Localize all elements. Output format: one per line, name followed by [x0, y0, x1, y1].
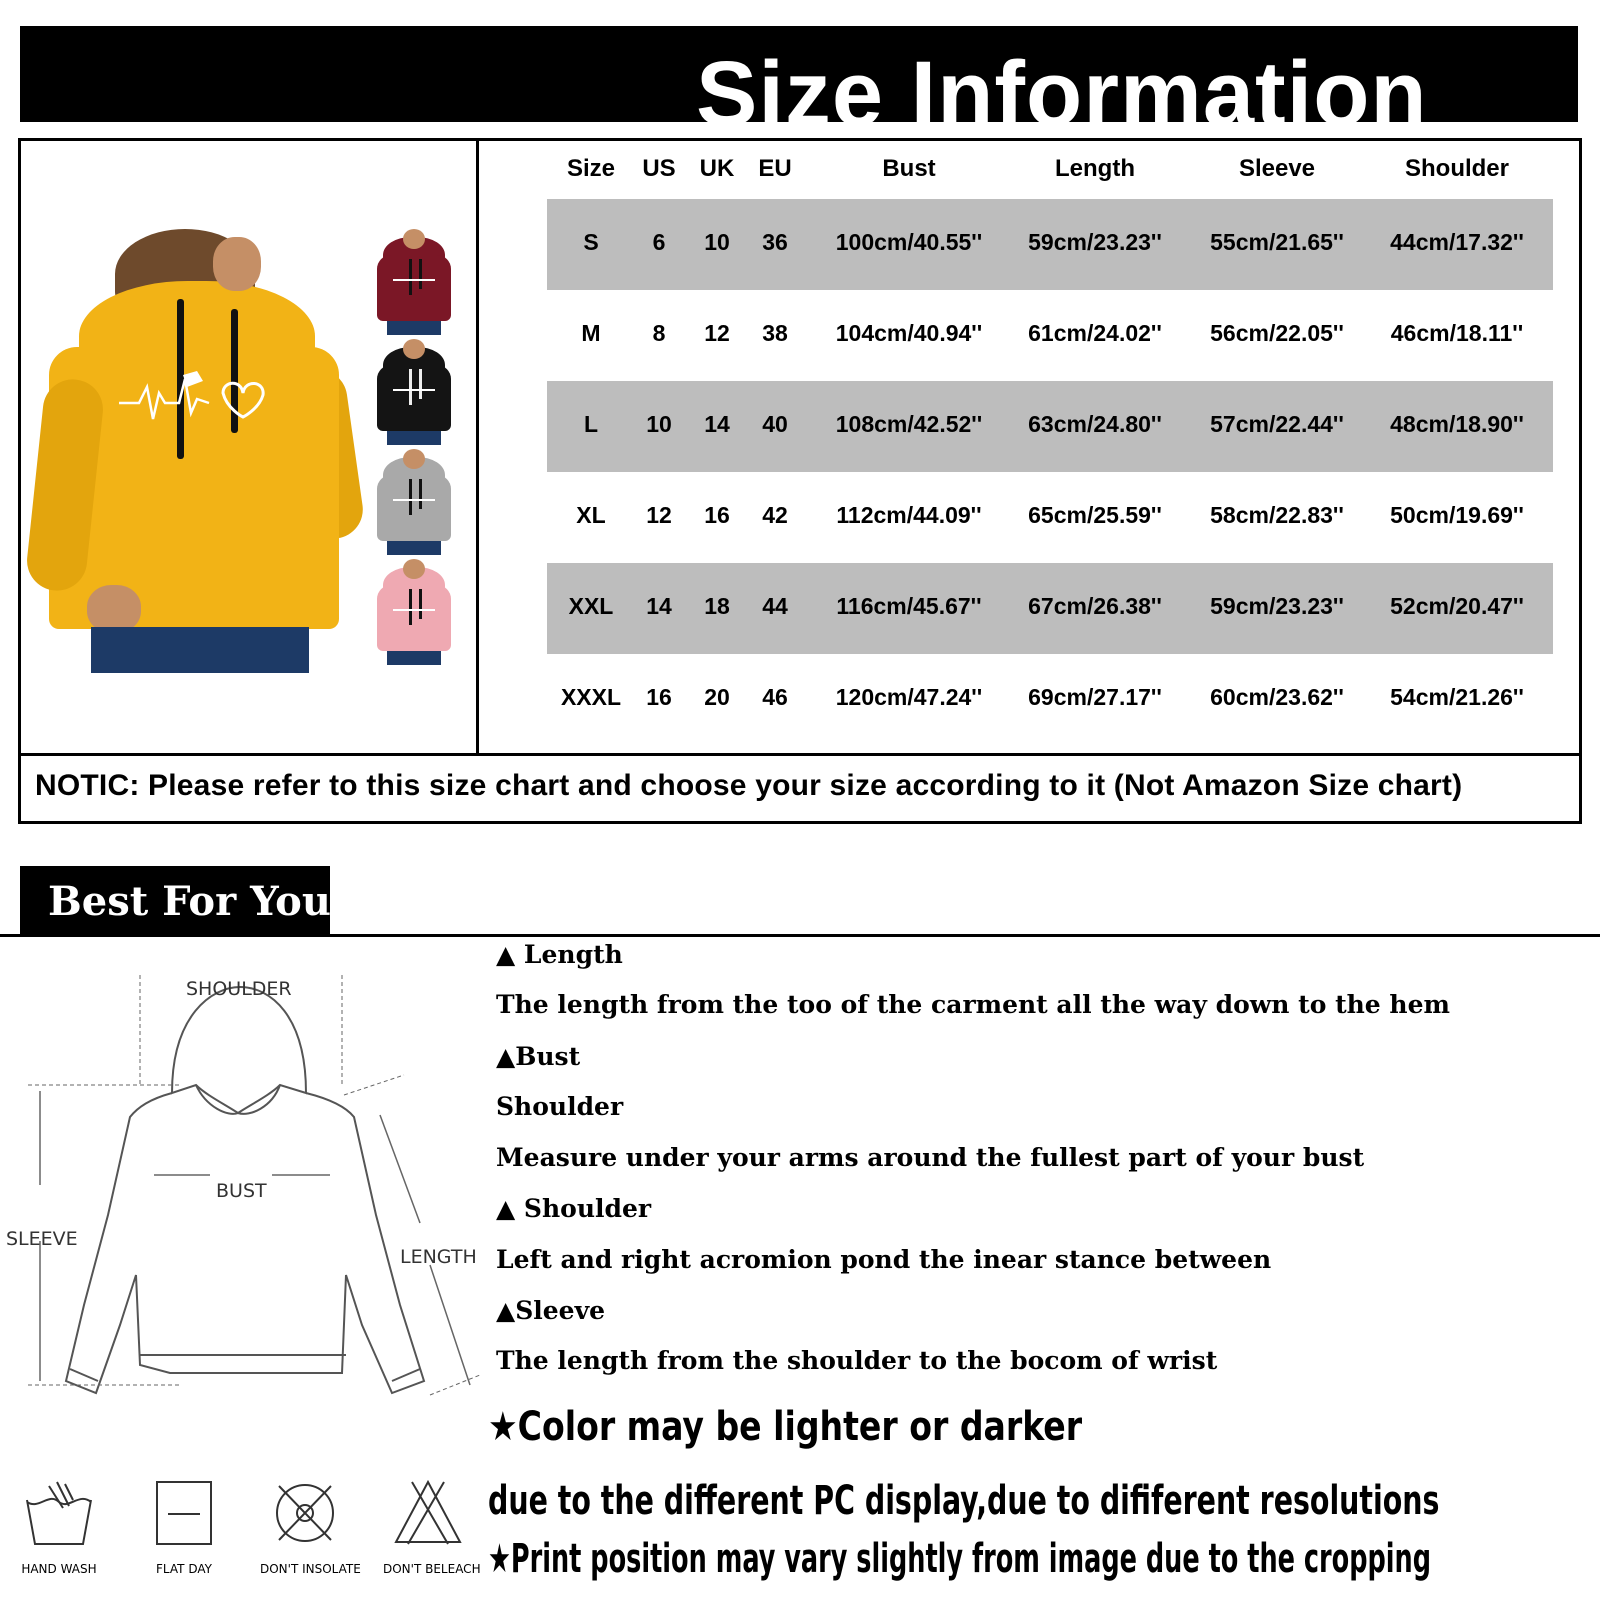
table-cell: 61cm/24.02'' [1028, 320, 1162, 346]
care-label: FLAT DAY [156, 1562, 212, 1576]
care-label: DON'T INSOLATE [260, 1562, 361, 1576]
column-header: US [642, 155, 676, 182]
column-header: EU [758, 155, 792, 182]
table-row [519, 472, 1559, 563]
table-cell: 12 [704, 320, 730, 346]
care-hand-wash [14, 1478, 104, 1588]
table-cell: 46cm/18.11'' [1390, 320, 1524, 346]
table-cell: 55cm/21.65'' [1210, 229, 1344, 255]
spec-bust-shoulder: Shoulder [496, 1092, 624, 1121]
table-cell: 10 [646, 411, 672, 437]
column-header: Length [1055, 155, 1135, 182]
page-title: Size Information [696, 43, 1428, 145]
table-cell: 42 [762, 502, 788, 528]
table-cell: M [581, 320, 601, 346]
panel-divider [21, 753, 1579, 756]
table-cell: 16 [646, 684, 672, 710]
table-cell: 52cm/20.47'' [1390, 593, 1524, 619]
table-cell: 108cm/42.52'' [835, 411, 983, 437]
table-cell: 20 [704, 684, 730, 710]
table-cell: 18 [704, 593, 730, 619]
table-cell: 36 [762, 229, 788, 255]
table-cell: 46 [762, 684, 788, 710]
column-header: Bust [882, 155, 936, 182]
table-cell: 14 [704, 411, 730, 437]
column-header: Shoulder [1404, 155, 1509, 182]
measurement-diagram [0, 975, 480, 1435]
care-label: DON'T BELEACH [383, 1562, 481, 1576]
table-cell: 16 [704, 502, 730, 528]
table-header [519, 155, 1559, 195]
column-header: UK [699, 155, 735, 182]
table-cell: 44 [762, 593, 788, 619]
size-notice: NOTIC: Please refer to this size chart and choose your size according to it (Not Amazon Size chart) [35, 769, 1463, 802]
color-thumbnail-gray[interactable] [375, 449, 453, 555]
table-cell: 100cm/40.55'' [835, 229, 983, 255]
table-row [519, 290, 1559, 381]
table-cell: 120cm/47.24'' [835, 684, 983, 710]
table-cell: 14 [646, 593, 672, 619]
spec-sleeve-desc: The length from the shoulder to the bocom of wrist [496, 1346, 1218, 1375]
color-thumbnail-black[interactable] [375, 339, 453, 445]
table-cell: XXL [568, 593, 614, 619]
table-cell: 60cm/23.62'' [1210, 684, 1344, 710]
table-cell: 58cm/22.83'' [1210, 502, 1344, 528]
note-print-position: ★Print position may vary slightly from image due to the cropping [488, 1536, 1432, 1582]
product-photo-model [35, 229, 355, 673]
care-flat-dry [139, 1478, 229, 1588]
table-row [547, 381, 1553, 472]
care-label: HAND WASH [21, 1562, 97, 1576]
table-cell: 12 [646, 502, 672, 528]
table-cell: S [583, 229, 599, 255]
spec-shoulder-title: ▲ Shoulder [496, 1194, 652, 1223]
table-cell: 59cm/23.23'' [1028, 229, 1162, 255]
table-cell: 50cm/19.69'' [1390, 502, 1524, 528]
note-display: due to the different PC display,due to dififerent resolutions [488, 1478, 1440, 1524]
jeans [91, 627, 309, 673]
title-banner [20, 26, 1578, 145]
table-cell: 10 [704, 229, 730, 255]
table-cell: 56cm/22.05'' [1210, 320, 1344, 346]
dont-insolate-icon [265, 1478, 345, 1548]
care-dont-insolate [260, 1478, 361, 1588]
table-cell: 67cm/26.38'' [1028, 593, 1162, 619]
diagram-label-bust: BUST [216, 1180, 267, 1202]
table-cell: 38 [762, 320, 788, 346]
table-cell: 48cm/18.90'' [1390, 411, 1524, 437]
column-header: Size [566, 155, 616, 182]
panel-divider [476, 141, 479, 753]
table-cell: 44cm/17.32'' [1390, 229, 1524, 255]
table-cell: 8 [652, 320, 666, 346]
table-cell: 40 [762, 411, 788, 437]
spec-bust-desc: Measure under your arms around the fullest part of your bust [496, 1143, 1365, 1172]
table-cell: XL [576, 502, 606, 528]
table-cell: 104cm/40.94'' [835, 320, 983, 346]
table-cell: 6 [652, 229, 666, 255]
table-row [547, 199, 1553, 290]
spec-length-title: ▲ Length [496, 940, 623, 969]
column-header: Sleeve [1238, 155, 1316, 182]
flat-dry-icon [144, 1478, 224, 1548]
care-dont-bleach [383, 1478, 481, 1588]
table-cell: L [583, 411, 599, 437]
table-cell: 116cm/45.67'' [836, 593, 982, 619]
diagram-label-shoulder: SHOULDER [186, 978, 292, 1000]
spec-length-desc: The length from the too of the carment all the way down to the hem [496, 990, 1450, 1019]
table-row [519, 654, 1559, 745]
table-cell: XXXL [560, 684, 622, 710]
table-cell: 63cm/24.80'' [1028, 411, 1162, 437]
dont-bleach-icon [388, 1478, 468, 1548]
section-title: Best For You [48, 878, 331, 925]
table-cell: 65cm/25.59'' [1028, 502, 1162, 528]
diagram-label-sleeve: SLEEVE [6, 1228, 78, 1250]
table-row [547, 563, 1553, 654]
diagram-label-length: LENGTH [400, 1246, 477, 1268]
table-cell: 57cm/22.44'' [1210, 411, 1344, 437]
section-tab [20, 866, 330, 936]
table-cell: 54cm/21.26'' [1390, 684, 1524, 710]
spec-sleeve-title: ▲Sleeve [496, 1296, 606, 1325]
table-cell: 69cm/27.17'' [1028, 684, 1162, 710]
spec-bust-title: ▲Bust [496, 1042, 581, 1071]
spec-shoulder-desc: Left and right acromion pond the inear stance between [496, 1245, 1272, 1274]
size-info-panel [18, 138, 1582, 824]
color-thumbnail-pink[interactable] [375, 559, 453, 665]
heartbeat-print-icon [119, 369, 269, 429]
color-thumbnail-wine[interactable] [375, 229, 453, 335]
table-cell: 59cm/23.23'' [1210, 593, 1344, 619]
note-color: ★Color may be lighter or darker [488, 1404, 1083, 1450]
section-divider [0, 934, 1600, 937]
table-cell: 112cm/44.09'' [836, 502, 982, 528]
hand-wash-icon [19, 1478, 99, 1548]
